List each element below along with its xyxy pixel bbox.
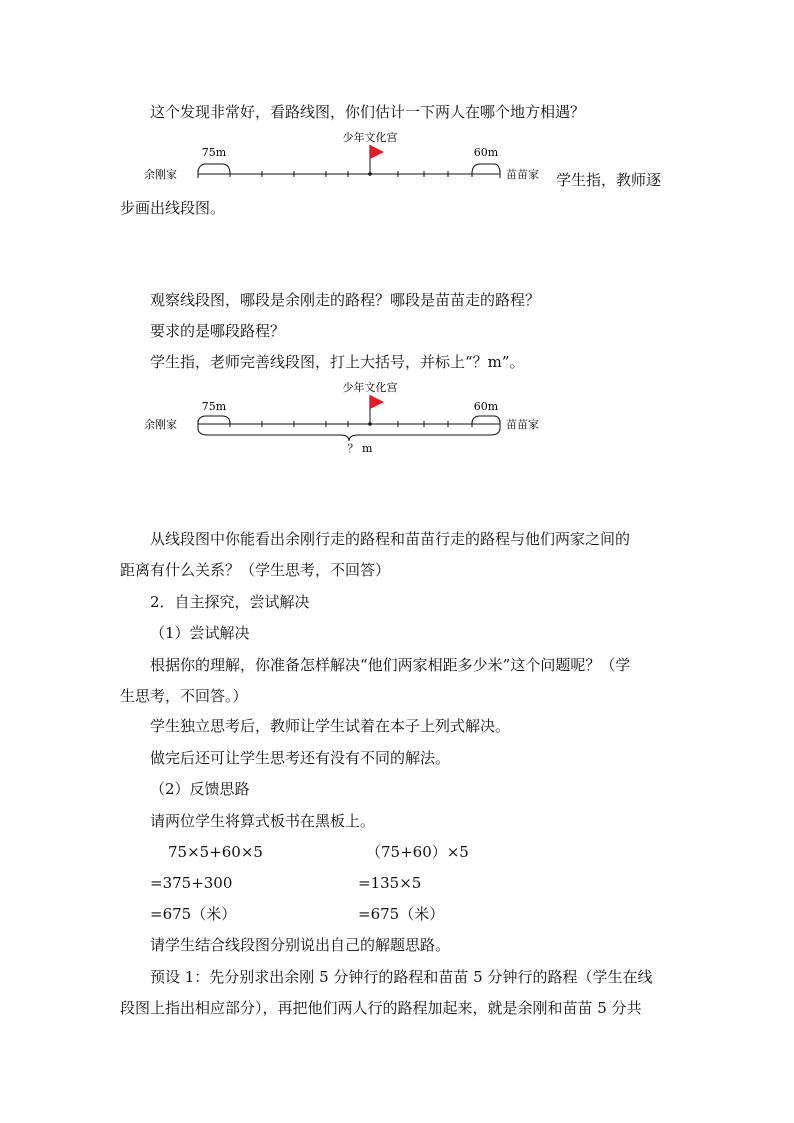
diagram-1-right-dist: 60m xyxy=(473,146,499,159)
math-left-line-1: 75×5+60×5 xyxy=(168,843,263,861)
diagram-1-left-brace xyxy=(198,164,230,174)
math-right-line-2: =135×5 xyxy=(358,874,422,892)
diagram-1-left-label: 余刚家 xyxy=(144,168,177,181)
diagram-2-right-brace xyxy=(472,416,500,424)
paragraph-15a: 预设 1：先分别求出余刚 5 分钟行的路程和苗苗 5 分钟行的路程（学生在线 xyxy=(150,968,653,986)
paragraph-13: 请两位学生将算式板书在黑板上。 xyxy=(150,812,376,830)
math-left-line-3: =675（米） xyxy=(150,905,237,923)
paragraph-2a: 学生指，教师逐 xyxy=(556,171,662,189)
paragraph-8: （1）尝试解决 xyxy=(150,624,250,642)
paragraph-3: 观察线段图，哪段是余刚走的路程？哪段是苗苗走的路程？ xyxy=(150,291,541,309)
diagram-2-total-label: ？ m xyxy=(347,442,373,455)
diagram-2-right-dist: 60m xyxy=(473,400,499,413)
paragraph-9a: 根据你的理解，你准备怎样解决“他们两家相距多少米”这个问题呢？（学 xyxy=(150,656,631,674)
diagram-2-total-brace xyxy=(198,428,500,441)
paragraph-7: 2．自主探究，尝试解决 xyxy=(150,593,310,611)
paragraph-4: 要求的是哪段路程？ xyxy=(150,322,286,340)
diagram-1-flag-label: 少年文化宫 xyxy=(342,131,398,144)
diagram-2-svg xyxy=(144,378,554,456)
paragraph-1: 这个发现非常好，看路线图，你们估计一下两人在哪个地方相遇？ xyxy=(150,103,586,121)
diagram-2-left-label: 余刚家 xyxy=(144,418,177,431)
paragraph-15b: 段图上指出相应部分），再把他们两人行的路程加起来，就是余刚和苗苗 5 分共 xyxy=(120,999,642,1017)
diagram-2-flag xyxy=(370,395,384,409)
math-right-line-3: =675（米） xyxy=(358,905,445,923)
paragraph-2b: 步画出线段图。 xyxy=(120,199,226,217)
line-segment-diagram-1 xyxy=(144,128,554,184)
paragraph-14: 请学生结合线段图分别说出自己的解题思路。 xyxy=(150,936,451,954)
math-right-line-1: （75+60）×5 xyxy=(366,843,469,861)
diagram-1-right-brace xyxy=(472,164,500,174)
paragraph-12: （2）反馈思路 xyxy=(150,780,250,798)
diagram-2-left-dist: 75m xyxy=(201,400,227,413)
paragraph-6b: 距离有什么关系？（学生思考，不回答） xyxy=(120,561,391,579)
diagram-2-left-brace xyxy=(198,416,230,424)
diagram-1-right-label: 苗苗家 xyxy=(506,168,539,181)
diagram-1-flag xyxy=(370,145,384,159)
paragraph-9b: 生思考，不回答。） xyxy=(120,687,248,705)
math-left-line-2: =375+300 xyxy=(150,874,233,892)
diagram-1-left-dist: 75m xyxy=(201,146,227,159)
diagram-2-flag-label: 少年文化宫 xyxy=(342,381,398,394)
paragraph-10: 学生独立思考后，教师让学生试着在本子上列式解决。 xyxy=(150,717,511,735)
paragraph-5: 学生指，老师完善线段图，打上大括号，并标上“？m”。 xyxy=(150,353,525,371)
line-segment-diagram-2 xyxy=(144,378,554,456)
diagram-1-svg xyxy=(144,128,554,184)
diagram-2-right-label: 苗苗家 xyxy=(506,418,539,431)
paragraph-11: 做完后还可让学生思考还有没有不同的解法。 xyxy=(150,749,451,767)
paragraph-6a: 从线段图中你能看出余刚行走的路程和苗苗行走的路程与他们两家之间的 xyxy=(150,530,631,548)
